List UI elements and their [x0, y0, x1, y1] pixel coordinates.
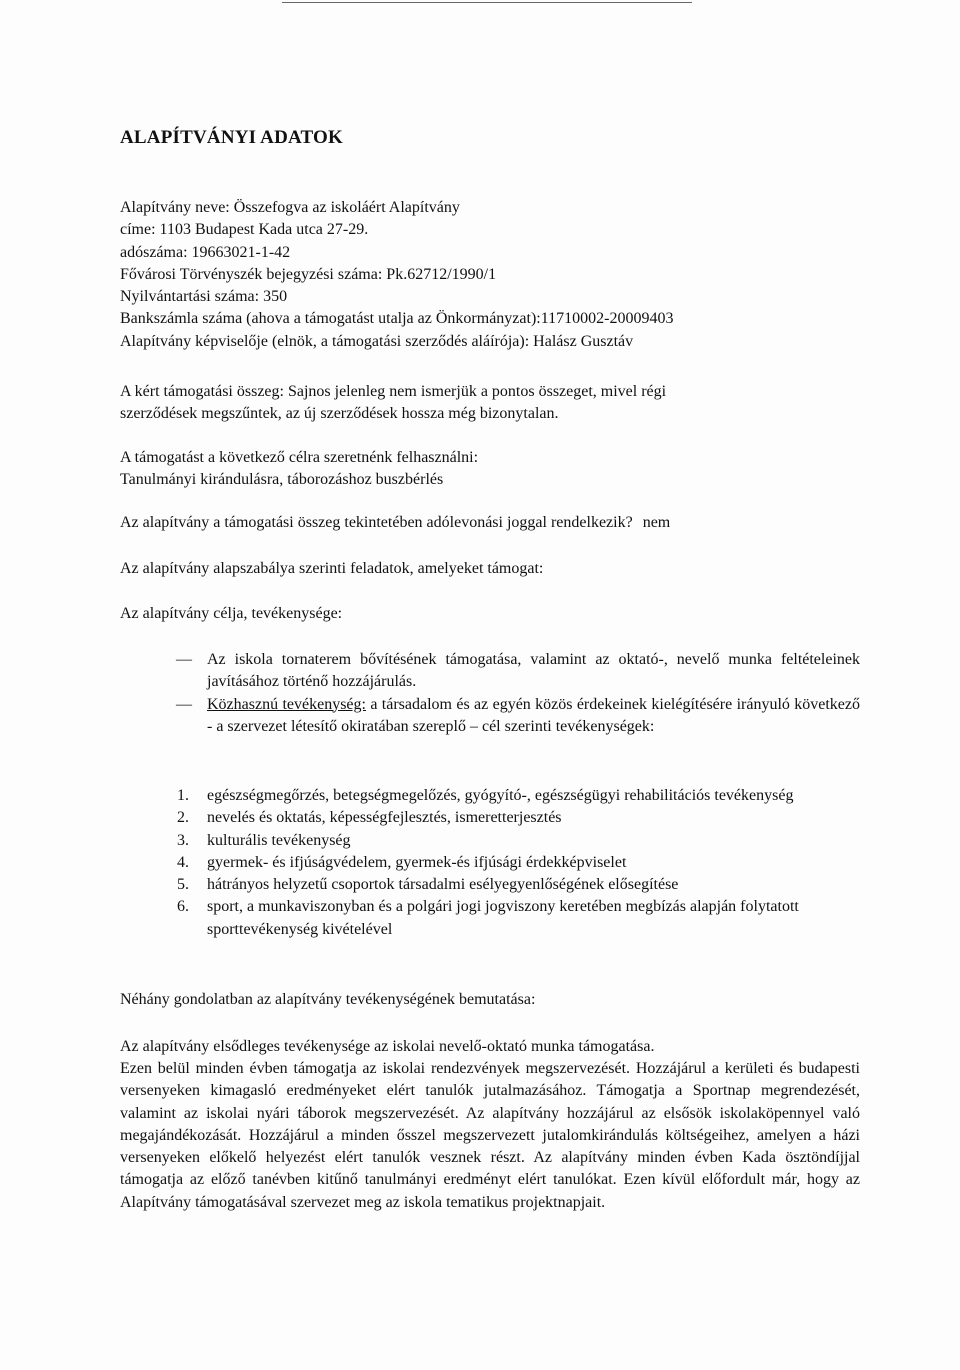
activity-list — [120, 785, 860, 941]
info-bank-account: Bankszámla száma (ahova a támogatást utalja az Önkormányzat):11710002-20009403 — [120, 310, 674, 328]
list-item-text: kulturális tevékenység — [207, 831, 351, 849]
info-address: címe: 1103 Budapest Kada utca 27-29. — [120, 221, 369, 239]
list-item-number: 1. — [177, 787, 189, 804]
list-item-number: 4. — [177, 853, 189, 871]
dash-bullet: — — [176, 651, 192, 668]
list-item-text: egészségmegőrzés, betegségmegelőzés, gyógyító-, egészségügyi rehabilitációs tevékenység — [207, 787, 794, 804]
page-title: ALAPÍTVÁNYI ADATOK — [120, 127, 344, 148]
statute-tasks-label: Az alapítvány alapszabálya szerinti feladatok, amelyeket támogat: — [120, 560, 544, 577]
list-item-text: nevelés és oktatás, képességfejlesztés, ismeretterjesztés — [207, 809, 562, 827]
purpose-value: Tanulmányi kirándulásra, táborozáshoz buszbérlés — [120, 471, 444, 489]
list-item — [120, 830, 860, 852]
scan-top-line — [282, 2, 692, 3]
dash-bullet: — — [176, 695, 192, 713]
list-item — [120, 896, 860, 941]
info-tax-number: adószáma: 19663021-1-42 — [120, 243, 291, 261]
description-first-line: Az alapítvány elsődleges tevékenysége az iskolai nevelő-oktató munka támogatása. — [120, 1038, 655, 1055]
requested-amount-line1: A kért támogatási összeg: Sajnos jelenleg nem ismerjük a pontos összeget, mivel régi — [120, 383, 667, 400]
list-item — [120, 807, 860, 829]
list-item-text: hátrányos helyzetű csoportok társadalmi esélyegyenlőségének elősegítése — [207, 876, 679, 894]
description-body: Ezen belül minden évben támogatja az iskolai rendezvények megszervezését. Hozzájárul a kerületi és budapesti versenyeken kimagasló eredményeket elért tanulók jutalmazásához. Támogatja a Sportnap megrendezését, valamint az iskolai nyári táborok megszervezését. Az alapítvány hozzájárul az elsősök iskolaköpennyel való megajándékozását. Hozzájárul a minden ősszel megszervezett jutalomkirándulás költségeihez, amelyen a házi versenyeken előkelő helyezést elért tanulók vesznek részt. Az alapítvány minden évben Kada ösztöndíjjal támogatja az előző tanévben kitűnő tanulmányi eredményt elért tanulókat. Ezen kívül előfordult már, hogy az Alapítvány támogatásával szervezet meg az iskola tematikus projektnapjait. — [120, 1060, 860, 1211]
purpose-label: A támogatást a következő célra szeretnénk felhasználni: — [120, 449, 479, 466]
tax-question-text: Az alapítvány a támogatási összeg tekintetében adólevonási joggal rendelkezik? — [120, 514, 633, 531]
info-registry-number: Nyilvántartási száma: 350 — [120, 288, 288, 306]
dash-item-2-underlined: Közhasznú tevékenység: — [207, 695, 366, 713]
list-item — [120, 785, 860, 807]
tax-question-answer: nem — [642, 514, 671, 531]
goal-dash-list — [120, 649, 860, 738]
foundation-info — [120, 197, 855, 353]
list-item-number: 5. — [177, 876, 189, 894]
list-item-text: sport, a munkaviszonyban és a polgári jogi jogviszony keretében megbízás alapján folytatott sporttevékenység kivételével — [207, 898, 799, 938]
goal-label: Az alapítvány célja, tevékenysége: — [120, 605, 343, 622]
requested-amount — [120, 381, 855, 426]
list-item-number: 3. — [177, 831, 189, 849]
list-item — [120, 874, 860, 896]
info-court-registration: Fővárosi Törvényszék bejegyzési száma: Pk.62712/1990/1 — [120, 265, 497, 283]
tax-question — [120, 512, 855, 534]
dash-item-1 — [120, 649, 860, 694]
list-item-text: gyermek- és ifjúságvédelem, gyermek-és ifjúsági érdekképviselet — [207, 853, 627, 871]
requested-amount-line2: szerződések megszűntek, az új szerződések hossza még bizonytalan. — [120, 405, 559, 423]
dash-item-2-text: a társadalom és az egyén közös érdekeinek kielégítésére irányuló következő - a szervezet létesítő okiratában szereplő – cél szerinti tevékenységek: — [207, 695, 861, 735]
list-item-number: 6. — [177, 898, 189, 916]
info-name: Alapítvány neve: Összefogva az iskoláért Alapítvány — [120, 199, 460, 216]
support-purpose — [120, 447, 855, 492]
intro-label: Néhány gondolatban az alapítvány tevékenységének bemutatása: — [120, 991, 536, 1008]
info-representative: Alapítvány képviselője (elnök, a támogatási szerződés aláírója): Halász Gusztáv — [120, 332, 634, 350]
dash-item-1-text: Az iskola tornaterem bővítésének támogatása, valamint az oktató-, nevelő munka feltételeinek javításához történő hozzájárulás. — [207, 651, 860, 691]
dash-item-2 — [120, 694, 860, 739]
list-item-number: 2. — [177, 809, 189, 827]
list-item — [120, 852, 860, 874]
